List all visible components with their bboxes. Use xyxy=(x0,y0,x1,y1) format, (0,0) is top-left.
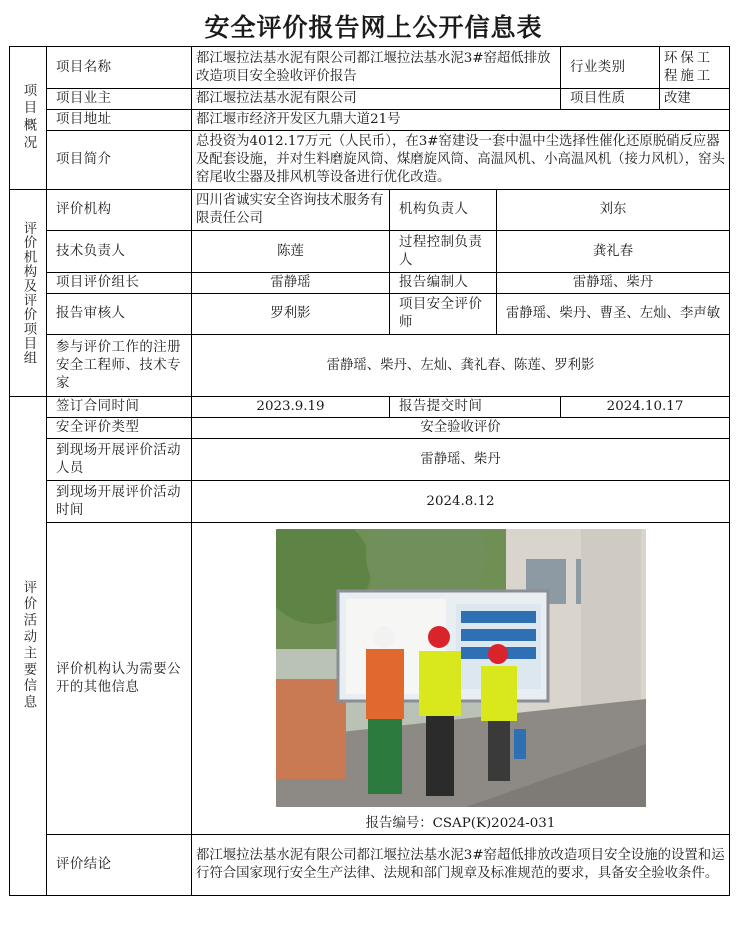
conclusion-value: 都江堰拉法基水泥有限公司都江堰拉法基水泥3#窑超低排放改造项目安全设施的设置和运行符合国家现行安全生产法律、法规和部门规章及标准规范的要求，具备安全验收条件。 xyxy=(192,835,730,896)
writer-label: 报告编制人 xyxy=(390,273,497,294)
intro-label: 项目简介 xyxy=(47,131,192,190)
leader-label: 项目评价组长 xyxy=(47,273,192,294)
tech-label: 技术负责人 xyxy=(47,231,192,273)
person3-vest xyxy=(481,666,517,721)
intro-value: 总投资为4012.17万元（人民币），在3#窑建设一套中温中尘选择性催化还原脱硝反应器及配套设施，并对生料磨旋风筒、煤磨旋风筒、高温风机、小高温风机（接力风机），窑头窑尾收尘器及排风机等设备进行优化改造。 xyxy=(192,131,730,190)
person1-legs xyxy=(368,719,402,794)
nature-value: 改建 xyxy=(660,89,730,110)
walkway xyxy=(276,679,346,779)
group-activity: 评价活动主要信息 xyxy=(10,397,47,896)
time-value: 2024.8.12 xyxy=(192,481,730,523)
process-value: 龚礼春 xyxy=(497,231,730,273)
nature-label: 项目性质 xyxy=(561,89,660,110)
person1-helmet xyxy=(373,626,395,648)
conclusion-label: 评价结论 xyxy=(47,835,192,896)
contract-label: 签订合同时间 xyxy=(47,397,192,418)
person3-helmet xyxy=(488,644,508,664)
person1-body xyxy=(366,649,404,719)
tech-value: 陈莲 xyxy=(192,231,390,273)
leader-value: 雷静瑶 xyxy=(192,273,390,294)
process-label: 过程控制负责人 xyxy=(390,231,497,273)
agency-org-value: 四川省诚实安全咨询技术服务有限责任公司 xyxy=(192,190,390,231)
agency-org-label: 评价机构 xyxy=(47,190,192,231)
engineers-label: 参与评价工作的注册安全工程师、技术专家 xyxy=(47,335,192,397)
submit-value: 2024.10.17 xyxy=(561,397,730,418)
project-name-label: 项目名称 xyxy=(47,47,192,89)
people-value: 雷静瑶、柴丹 xyxy=(192,439,730,481)
project-name-value: 都江堰拉法基水泥有限公司都江堰拉法基水泥3#窑超低排放改造项目安全验收评价报告 xyxy=(192,47,561,89)
address-value: 都江堰市经济开发区九鼎大道21号 xyxy=(192,110,730,131)
group-overview: 项目概况 xyxy=(10,47,47,190)
person3-bag xyxy=(514,729,526,759)
other-label: 评价机构认为需要公开的其他信息 xyxy=(47,523,192,835)
info-table xyxy=(9,46,730,896)
type-label: 安全评价类型 xyxy=(47,418,192,439)
writer-value: 雷静瑶、柴丹 xyxy=(497,273,730,294)
person2-legs xyxy=(426,716,454,796)
billboard-sign-row-1 xyxy=(461,611,536,623)
time-label: 到现场开展评价活动时间 xyxy=(47,481,192,523)
group-agency: 评价机构及评价项目组 xyxy=(10,190,47,397)
owner-label: 项目业主 xyxy=(47,89,192,110)
report-number: 报告编号：CSAP(K)2024-031 xyxy=(365,815,556,831)
other-cell xyxy=(192,523,730,835)
contract-value: 2023.9.19 xyxy=(192,397,390,418)
reviewer-value: 罗利影 xyxy=(192,294,390,335)
person3-legs xyxy=(488,721,510,781)
people-label: 到现场开展评价活动人员 xyxy=(47,439,192,481)
agency-head-label: 机构负责人 xyxy=(390,190,497,231)
evaluator-label: 项目安全评价师 xyxy=(390,294,497,335)
page-title: 安全评价报告网上公开信息表 xyxy=(204,13,543,42)
reviewer-label: 报告审核人 xyxy=(47,294,192,335)
owner-value: 都江堰拉法基水泥有限公司 xyxy=(192,89,561,110)
person2-helmet xyxy=(428,626,450,648)
billboard-sign-row-2 xyxy=(461,629,536,641)
site-photo xyxy=(276,529,646,807)
engineers-value: 雷静瑶、柴丹、左灿、龚礼春、陈莲、罗利影 xyxy=(192,335,730,397)
agency-head-value: 刘东 xyxy=(497,190,730,231)
person2-vest xyxy=(419,651,461,716)
submit-label: 报告提交时间 xyxy=(390,397,561,418)
industry-value: 环保工程施工 xyxy=(660,47,730,89)
industry-label: 行业类别 xyxy=(561,47,660,89)
evaluator-value: 雷静瑶、柴丹、曹圣、左灿、李声敏 xyxy=(497,294,730,335)
type-value: 安全验收评价 xyxy=(192,418,730,439)
building-side xyxy=(581,529,641,729)
address-label: 项目地址 xyxy=(47,110,192,131)
